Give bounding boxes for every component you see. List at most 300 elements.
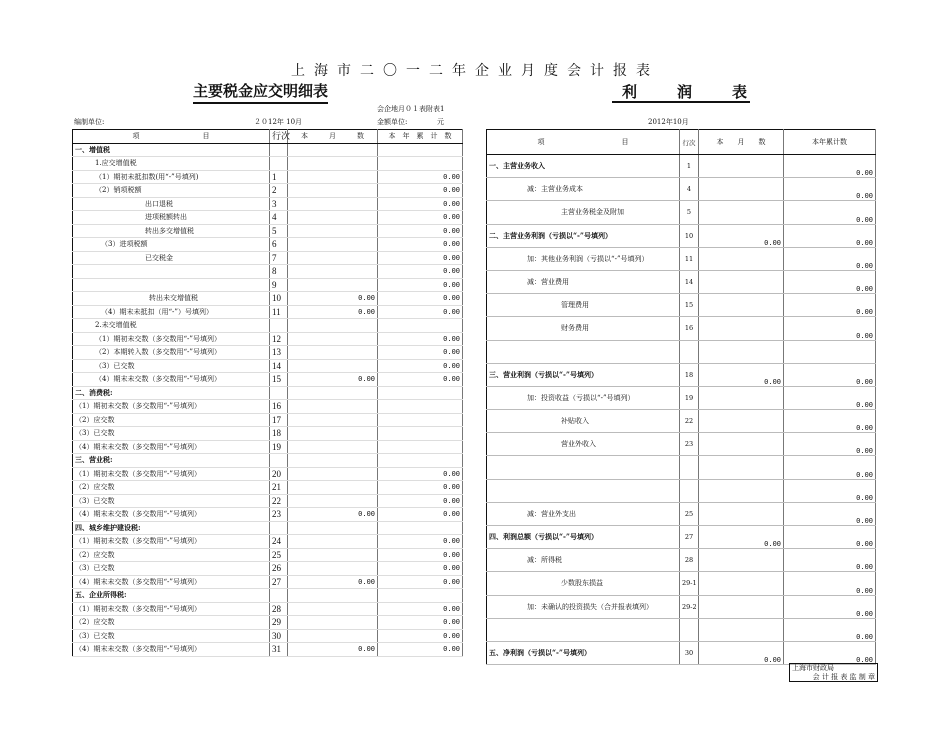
ytd-amount: 0.00 (378, 170, 463, 184)
ytd-amount: 0.00 (378, 305, 463, 319)
table-row (487, 340, 876, 363)
table-row (73, 359, 463, 373)
line-number: 28 (680, 549, 699, 572)
line-number: 10 (270, 292, 288, 306)
ytd-amount: 0.00 (378, 251, 463, 265)
line-number (270, 454, 288, 468)
ytd-amount (378, 440, 463, 454)
line-number: 9 (270, 278, 288, 292)
ytd-amount: 0.00 (378, 467, 463, 481)
table-row (73, 332, 463, 346)
month-amount: 0.00 (699, 641, 784, 664)
ytd-amount (378, 454, 463, 468)
item-label: 减：营业外支出 (487, 502, 680, 525)
table-row (73, 238, 463, 252)
ytd-amount: 0.00 (784, 247, 876, 270)
table-row (487, 456, 876, 479)
month-amount (288, 481, 378, 495)
month-amount (288, 629, 378, 643)
month-amount (288, 602, 378, 616)
item-label: 财务费用 (487, 317, 680, 340)
table-row (487, 433, 876, 456)
item-label: 四、利润总额（亏损以“-”号填列） (487, 526, 680, 549)
ytd-amount: 0.00 (378, 535, 463, 549)
item-label: （4）期末未抵扣（用“-”）号填列） (73, 305, 270, 319)
ytd-amount: 0.00 (378, 562, 463, 576)
ytd-amount: 0.00 (378, 292, 463, 306)
item-label (487, 340, 680, 363)
item-label: （3）已交数 (73, 494, 270, 508)
line-number: 23 (270, 508, 288, 522)
item-label: 二、主营业务利润（亏损以“-”号填列） (487, 224, 680, 247)
table-row (487, 224, 876, 247)
item-label: （3）已交数 (73, 427, 270, 441)
table-row (73, 602, 463, 616)
item-label: （1）期初未交数（多交数用“-”号填列） (73, 400, 270, 414)
item-label: 出口退税 (73, 197, 270, 211)
line-number: 13 (270, 346, 288, 360)
line-number: 5 (680, 201, 699, 224)
month-amount (699, 549, 784, 572)
item-label (487, 456, 680, 479)
item-label: （2）应交数 (73, 616, 270, 630)
month-amount (699, 270, 784, 293)
table-row (73, 292, 463, 306)
month-amount (288, 319, 378, 333)
month-amount (288, 143, 378, 157)
table-row (73, 629, 463, 643)
line-number: 29-2 (680, 595, 699, 618)
month-amount (288, 278, 378, 292)
table-row (487, 201, 876, 224)
item-label: （3）已交数 (73, 629, 270, 643)
ytd-amount: 0.00 (784, 479, 876, 502)
header-cell: 行次 (270, 130, 288, 144)
line-number: 26 (270, 562, 288, 576)
left-period: ２０12年 10月 (254, 118, 303, 126)
table-row (73, 508, 463, 522)
ytd-amount (784, 340, 876, 363)
item-label: （3）进项税额 (73, 238, 270, 252)
line-number: 25 (270, 548, 288, 562)
month-amount (288, 467, 378, 481)
report-main-title: 上海市二〇一二年企业月度会计报表 (291, 63, 659, 79)
ytd-amount: 0.00 (784, 224, 876, 247)
month-amount (699, 247, 784, 270)
item-label: 管理费用 (487, 294, 680, 317)
table-row (73, 184, 463, 198)
month-amount: 0.00 (288, 292, 378, 306)
month-amount (288, 184, 378, 198)
ytd-amount: 0.00 (378, 197, 463, 211)
line-number: 22 (270, 494, 288, 508)
header-cell: 本 月 数 (288, 130, 378, 144)
line-number: 11 (680, 247, 699, 270)
table-row (487, 294, 876, 317)
month-amount: 0.00 (288, 575, 378, 589)
line-number: 14 (270, 359, 288, 373)
item-label: （1）期初未交数（多交数用“-”号填列） (73, 467, 270, 481)
month-amount (699, 317, 784, 340)
header-cell: 本年累计数 (784, 130, 876, 155)
table-row (73, 562, 463, 576)
item-label (487, 479, 680, 502)
month-amount (288, 197, 378, 211)
header-cell: 本 月 数 (699, 130, 784, 155)
line-number: 15 (680, 294, 699, 317)
line-number: 4 (270, 211, 288, 225)
month-amount (699, 178, 784, 201)
month-amount (288, 494, 378, 508)
item-label: （1）期初未交数（多交数用“-”号填列） (73, 535, 270, 549)
table-row (487, 572, 876, 595)
ytd-amount (378, 427, 463, 441)
ytd-amount: 0.00 (378, 238, 463, 252)
ytd-amount: 0.00 (378, 481, 463, 495)
line-number: 18 (270, 427, 288, 441)
line-number: 29-1 (680, 572, 699, 595)
ytd-amount: 0.00 (784, 526, 876, 549)
ytd-amount: 0.00 (784, 595, 876, 618)
stamp-line-1: 上海市财政局 (792, 664, 834, 672)
line-number: 15 (270, 373, 288, 387)
ytd-amount: 0.00 (784, 410, 876, 433)
tax-detail-title: 主要税金应交明细表 (193, 80, 328, 104)
supervision-stamp (789, 663, 878, 682)
table-row (73, 386, 463, 400)
item-label: 四、城乡维护建设税: (73, 521, 270, 535)
ytd-amount: 0.00 (378, 184, 463, 198)
line-number (680, 479, 699, 502)
month-amount (288, 521, 378, 535)
currency-label: 金额单位: (377, 118, 408, 126)
line-number (270, 521, 288, 535)
table-row (73, 211, 463, 225)
item-label: 一、增值税 (73, 143, 270, 157)
table-row (487, 386, 876, 409)
line-number: 25 (680, 502, 699, 525)
item-label: 加：未确认的投资损失（合并报表填列） (487, 595, 680, 618)
line-number: 4 (680, 178, 699, 201)
item-label: （2）应交数 (73, 413, 270, 427)
table-row (73, 278, 463, 292)
line-number: 8 (270, 265, 288, 279)
ytd-amount: 0.00 (784, 270, 876, 293)
line-number: 2 (270, 184, 288, 198)
line-number: 28 (270, 602, 288, 616)
line-number (680, 456, 699, 479)
table-row (487, 595, 876, 618)
right-period: 2012年10月 (648, 118, 689, 126)
table-row (73, 413, 463, 427)
item-label: （2）销项税额 (73, 184, 270, 198)
month-amount (288, 562, 378, 576)
ytd-amount (378, 521, 463, 535)
item-label (73, 265, 270, 279)
month-amount (288, 535, 378, 549)
table-row (487, 526, 876, 549)
month-amount (699, 155, 784, 178)
line-number (270, 319, 288, 333)
ytd-amount: 0.00 (784, 386, 876, 409)
line-number: 27 (270, 575, 288, 589)
ytd-amount (378, 386, 463, 400)
item-label: （4）期末未交数（多交数用“-”号填列） (73, 440, 270, 454)
table-row (73, 467, 463, 481)
line-number: 19 (270, 440, 288, 454)
table-row (487, 178, 876, 201)
table-row (73, 197, 463, 211)
table-row (73, 373, 463, 387)
month-amount: 0.00 (288, 305, 378, 319)
month-amount (699, 502, 784, 525)
line-number: 3 (270, 197, 288, 211)
ytd-amount: 0.00 (378, 616, 463, 630)
ytd-amount: 0.00 (378, 265, 463, 279)
ytd-amount: 0.00 (378, 373, 463, 387)
income-statement-table (486, 129, 876, 665)
item-label: 补贴收入 (487, 410, 680, 433)
table-row (487, 317, 876, 340)
line-number: 16 (680, 317, 699, 340)
line-number: 11 (270, 305, 288, 319)
line-number: 7 (270, 251, 288, 265)
table-row (73, 346, 463, 360)
table-row (73, 265, 463, 279)
line-number: 29 (270, 616, 288, 630)
line-number: 18 (680, 363, 699, 386)
ytd-amount: 0.00 (784, 317, 876, 340)
item-label: （4）期末未交数（多交数用“-”号填列） (73, 643, 270, 657)
month-amount (288, 454, 378, 468)
line-number: 10 (680, 224, 699, 247)
month-amount: 0.00 (288, 508, 378, 522)
line-number (270, 157, 288, 171)
item-label: 减：主营业务成本 (487, 178, 680, 201)
month-amount (699, 410, 784, 433)
header-cell: 项 目 (73, 130, 270, 144)
month-amount (288, 359, 378, 373)
ytd-amount: 0.00 (784, 618, 876, 641)
item-label: 少数股东损益 (487, 572, 680, 595)
table-row (73, 440, 463, 454)
month-amount (288, 238, 378, 252)
month-amount (288, 548, 378, 562)
ytd-amount (378, 157, 463, 171)
line-number: 23 (680, 433, 699, 456)
month-amount (699, 386, 784, 409)
ytd-amount: 0.00 (784, 549, 876, 572)
item-label: 五、企业所得税: (73, 589, 270, 603)
item-label: （2）本期转入数（多交数用“-”号填列） (73, 346, 270, 360)
table-row (73, 481, 463, 495)
month-amount (699, 595, 784, 618)
item-label: 2.未交增值税 (73, 319, 270, 333)
item-label: （3）已交数 (73, 562, 270, 576)
item-label: （4）期末未交数（多交数用“-”号填列） (73, 508, 270, 522)
ytd-amount: 0.00 (784, 572, 876, 595)
line-number (680, 618, 699, 641)
item-label: （1）期初未交数（多交数用“-”号填列） (73, 332, 270, 346)
month-amount: 0.00 (288, 643, 378, 657)
table-row (487, 270, 876, 293)
item-label: （3）已交数 (73, 359, 270, 373)
table-row (487, 247, 876, 270)
table-row (487, 479, 876, 502)
month-amount (699, 479, 784, 502)
item-label: （4）期末未交数（多交数用“-”号填列） (73, 373, 270, 387)
month-amount: 0.00 (288, 373, 378, 387)
stamp-line-2: 会 计 报 表 监 制 章 (812, 672, 875, 681)
item-label: 减：所得税 (487, 549, 680, 572)
item-label: 三、营业税: (73, 454, 270, 468)
line-number: 1 (680, 155, 699, 178)
ytd-amount (378, 413, 463, 427)
item-label: 主营业务税金及附加 (487, 201, 680, 224)
tax-table-header (73, 130, 463, 144)
month-amount (699, 456, 784, 479)
item-label: 五、净利润（亏损以“-”号填列） (487, 641, 680, 664)
ytd-amount: 0.00 (378, 346, 463, 360)
ytd-amount: 0.00 (378, 278, 463, 292)
table-row (73, 170, 463, 184)
table-row (73, 535, 463, 549)
month-amount (288, 251, 378, 265)
ytd-amount: 0.00 (378, 508, 463, 522)
table-row (73, 454, 463, 468)
ytd-amount: 0.00 (378, 332, 463, 346)
line-number: 5 (270, 224, 288, 238)
ytd-amount: 0.00 (378, 575, 463, 589)
table-row (487, 502, 876, 525)
line-number: 31 (270, 643, 288, 657)
month-amount (288, 211, 378, 225)
month-amount (288, 589, 378, 603)
table-row (73, 251, 463, 265)
table-row (73, 575, 463, 589)
month-amount (288, 400, 378, 414)
item-label: 转出多交增值税 (73, 224, 270, 238)
month-amount (288, 224, 378, 238)
table-row (73, 400, 463, 414)
line-number: 30 (270, 629, 288, 643)
month-amount (288, 386, 378, 400)
item-label: （2）应交数 (73, 548, 270, 562)
month-amount (288, 170, 378, 184)
month-amount: 0.00 (699, 526, 784, 549)
item-label: （2）应交数 (73, 481, 270, 495)
table-row (73, 319, 463, 333)
table-row (487, 155, 876, 178)
line-number: 20 (270, 467, 288, 481)
month-amount (699, 340, 784, 363)
line-number: 14 (680, 270, 699, 293)
month-amount: 0.00 (699, 363, 784, 386)
month-amount (699, 201, 784, 224)
income-statement-title: 利润表 (622, 83, 788, 101)
table-row (487, 410, 876, 433)
month-amount (288, 332, 378, 346)
table-row (487, 641, 876, 664)
income-table-header (487, 130, 876, 155)
ytd-amount: 0.00 (378, 602, 463, 616)
table-row (487, 363, 876, 386)
ytd-amount (378, 319, 463, 333)
item-label: 已交税金 (73, 251, 270, 265)
ytd-amount (378, 400, 463, 414)
item-label: （1）期初未抵扣数(用“-”号填列) (73, 170, 270, 184)
month-amount (699, 433, 784, 456)
item-label: （1）期初未交数（多交数用“-”号填列） (73, 602, 270, 616)
ytd-amount: 0.00 (784, 456, 876, 479)
ytd-amount: 0.00 (784, 155, 876, 178)
income-statement-title-underline (612, 101, 750, 103)
month-amount (699, 618, 784, 641)
ytd-amount: 0.00 (378, 224, 463, 238)
month-amount (288, 413, 378, 427)
line-number: 30 (680, 641, 699, 664)
line-number: 17 (270, 413, 288, 427)
ytd-amount (378, 589, 463, 603)
line-number (270, 143, 288, 157)
item-label: 减：营业费用 (487, 270, 680, 293)
item-label: 加：其他业务利润（亏损以“-”号填列） (487, 247, 680, 270)
ytd-amount: 0.00 (378, 359, 463, 373)
table-row (73, 305, 463, 319)
table-row (73, 494, 463, 508)
month-amount (288, 616, 378, 630)
line-number: 6 (270, 238, 288, 252)
tax-detail-table (72, 129, 463, 657)
ytd-amount: 0.00 (378, 643, 463, 657)
month-amount (288, 427, 378, 441)
month-amount: 0.00 (699, 224, 784, 247)
ytd-amount: 0.00 (378, 548, 463, 562)
item-label: 营业外收入 (487, 433, 680, 456)
ytd-amount: 0.00 (378, 629, 463, 643)
currency-unit: 元 (437, 118, 444, 126)
ytd-amount: 0.00 (784, 201, 876, 224)
line-number (270, 386, 288, 400)
table-row (73, 427, 463, 441)
ytd-amount (378, 143, 463, 157)
line-number: 22 (680, 410, 699, 433)
ytd-amount: 0.00 (378, 211, 463, 225)
line-number: 27 (680, 526, 699, 549)
table-row (73, 616, 463, 630)
month-amount (288, 346, 378, 360)
item-label: 二、消费税: (73, 386, 270, 400)
table-row (73, 143, 463, 157)
line-number: 21 (270, 481, 288, 495)
item-label: 一、主营业务收入 (487, 155, 680, 178)
line-number: 12 (270, 332, 288, 346)
line-number: 16 (270, 400, 288, 414)
ytd-amount: 0.00 (378, 494, 463, 508)
header-cell: 项 目 (487, 130, 680, 155)
line-number (270, 589, 288, 603)
line-number: 24 (270, 535, 288, 549)
item-label: 1.应交增值税 (73, 157, 270, 171)
ytd-amount: 0.00 (784, 363, 876, 386)
month-amount (288, 265, 378, 279)
header-cell: 行次 (680, 130, 699, 155)
line-number: 19 (680, 386, 699, 409)
item-label: 三、营业利润（亏损以“-”号填列） (487, 363, 680, 386)
header-cell: 本 年 累 计 数 (378, 130, 463, 144)
form-number: 会企地月０１表附表1 (377, 105, 445, 113)
item-label: 转出未交增值税 (73, 292, 270, 306)
